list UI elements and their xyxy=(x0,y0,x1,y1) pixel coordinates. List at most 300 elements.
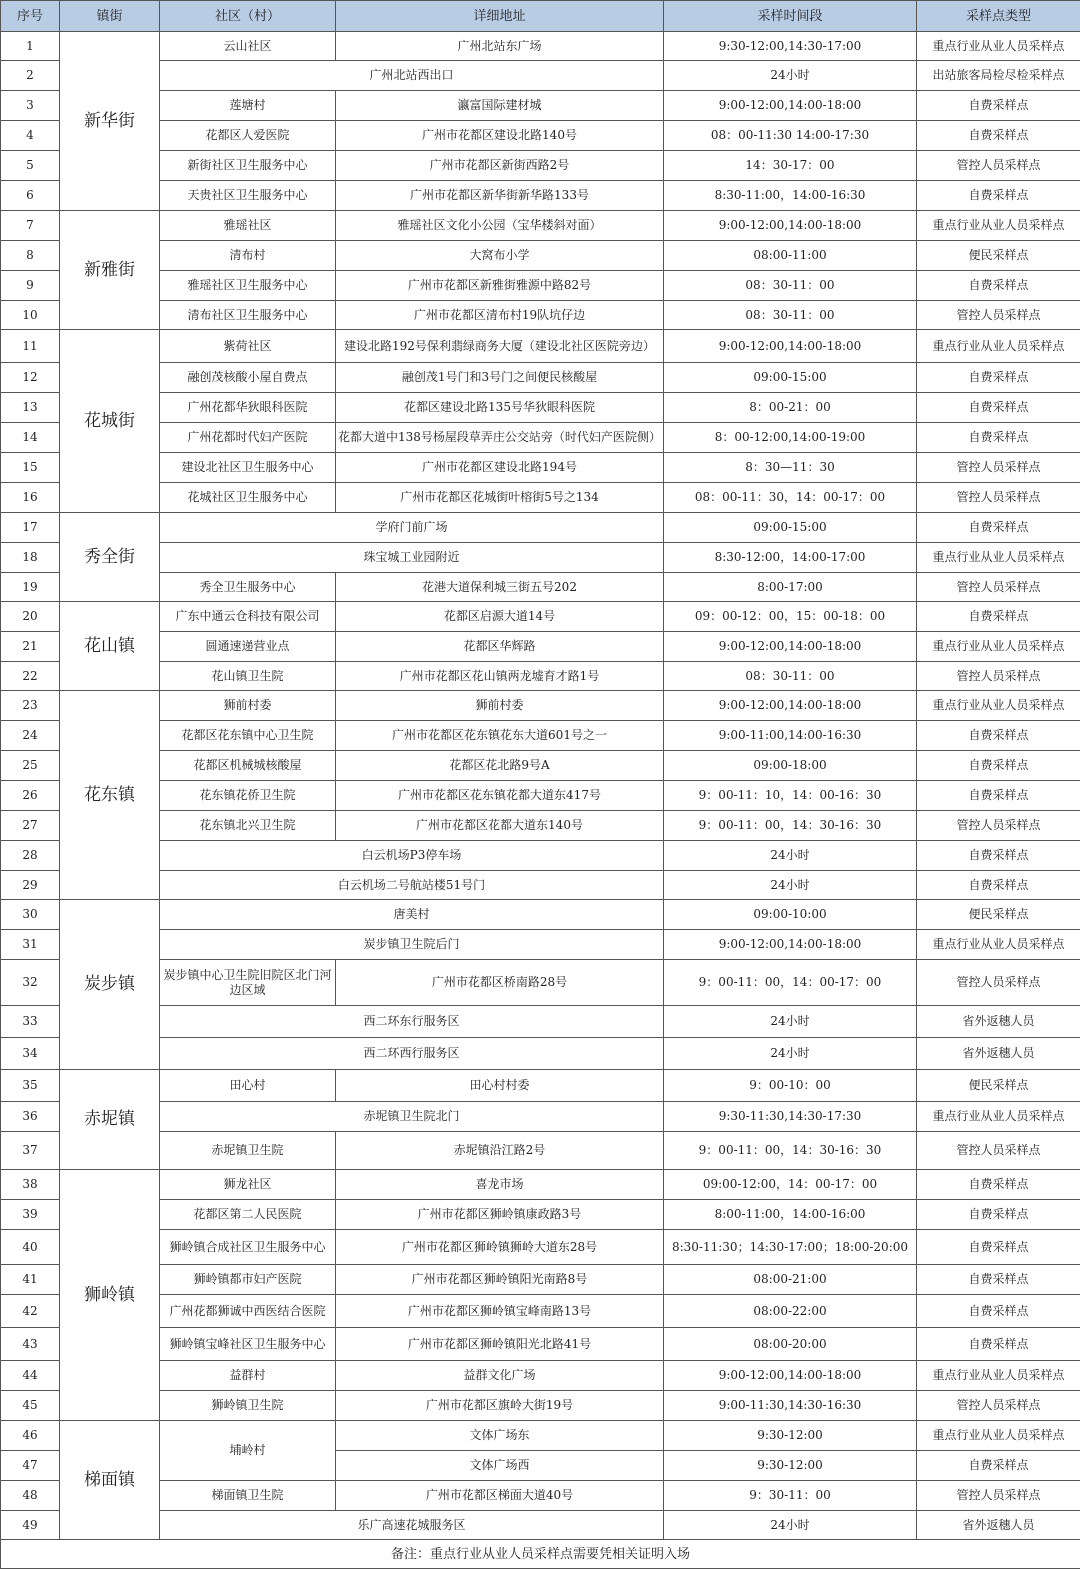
table-row xyxy=(1,1295,1080,1328)
town-cell: 新雅街 xyxy=(60,211,160,330)
time-cell: 8:30-11:00，14:00-16:30 xyxy=(664,181,917,211)
table-row xyxy=(1,960,1080,1006)
type-cell: 自费采样点 xyxy=(917,423,1080,453)
type-cell: 重点行业从业人员采样点 xyxy=(917,1421,1080,1451)
type-cell: 省外返穗人员 xyxy=(917,1511,1080,1540)
table-row xyxy=(1,602,1080,632)
address-cell: 赤坭镇卫生院北门 xyxy=(160,1102,664,1132)
header-community: 社区（村） xyxy=(160,1,336,32)
row-number: 37 xyxy=(1,1132,60,1170)
time-cell: 24小时 xyxy=(664,841,917,871)
address-cell: 广州市花都区新雅街雅源中路82号 xyxy=(336,271,664,301)
type-cell: 自费采样点 xyxy=(917,363,1080,393)
community-cell: 炭步镇中心卫生院旧院区北门河边区域 xyxy=(160,960,336,1006)
table-row xyxy=(1,930,1080,960)
address-cell: 益群文化广场 xyxy=(336,1361,664,1391)
address-cell: 花港大道保利城三街五号202 xyxy=(336,573,664,602)
community-cell: 狮岭镇都市妇产医院 xyxy=(160,1265,336,1295)
type-cell: 重点行业从业人员采样点 xyxy=(917,32,1080,61)
type-cell: 自费采样点 xyxy=(917,751,1080,781)
type-cell: 重点行业从业人员采样点 xyxy=(917,1102,1080,1132)
time-cell: 24小时 xyxy=(664,61,917,91)
community-cell: 花东镇花侨卫生院 xyxy=(160,781,336,811)
row-number: 30 xyxy=(1,900,60,930)
address-cell: 西二环东行服务区 xyxy=(160,1006,664,1038)
type-cell: 自费采样点 xyxy=(917,841,1080,871)
header-type: 采样点类型 xyxy=(917,1,1080,32)
address-cell: 瀛富国际建材城 xyxy=(336,91,664,121)
row-number: 34 xyxy=(1,1038,60,1070)
time-cell: 09:00-18:00 xyxy=(664,751,917,781)
row-number: 22 xyxy=(1,662,60,691)
community-cell: 狮岭镇合成社区卫生服务中心 xyxy=(160,1230,336,1265)
time-cell: 08:00-22:00 xyxy=(664,1295,917,1328)
type-cell: 管控人员采样点 xyxy=(917,151,1080,181)
table-row xyxy=(1,900,1080,930)
type-cell: 自费采样点 xyxy=(917,181,1080,211)
table-row xyxy=(1,121,1080,151)
address-cell: 白云机场二号航站楼51号门 xyxy=(160,871,664,900)
table-row xyxy=(1,151,1080,181)
row-number: 20 xyxy=(1,602,60,632)
town-cell: 狮岭镇 xyxy=(60,1170,160,1421)
type-cell: 管控人员采样点 xyxy=(917,811,1080,841)
address-cell: 狮前村委 xyxy=(336,691,664,721)
address-cell: 广州市花都区花山镇两龙墟育才路1号 xyxy=(336,662,664,691)
table-row xyxy=(1,91,1080,121)
table-row xyxy=(1,301,1080,330)
town-cell: 梯面镇 xyxy=(60,1421,160,1540)
community-cell: 花东镇北兴卫生院 xyxy=(160,811,336,841)
table-row xyxy=(1,32,1080,61)
type-cell: 管控人员采样点 xyxy=(917,1481,1080,1511)
type-cell: 自费采样点 xyxy=(917,1230,1080,1265)
row-number: 28 xyxy=(1,841,60,871)
header-time: 采样时间段 xyxy=(664,1,917,32)
time-cell: 08：30-11：00 xyxy=(664,271,917,301)
time-cell: 8:30-11:30；14:30-17:00；18:00-20:00 xyxy=(664,1230,917,1265)
table-row xyxy=(1,181,1080,211)
address-cell: 文体广场东 xyxy=(336,1421,664,1451)
time-cell: 08：00-11:30 14:00-17:30 xyxy=(664,121,917,151)
address-cell: 唐美村 xyxy=(160,900,664,930)
community-cell: 紫荷社区 xyxy=(160,330,336,363)
community-cell: 赤坭镇卫生院 xyxy=(160,1132,336,1170)
address-cell: 乐广高速花城服务区 xyxy=(160,1511,664,1540)
community-cell: 花都区机械城核酸屋 xyxy=(160,751,336,781)
table-row xyxy=(1,1328,1080,1361)
community-cell: 狮岭镇卫生院 xyxy=(160,1391,336,1421)
footer-note: 备注：重点行业从业人员采样点需要凭相关证明入场 xyxy=(1,1540,1080,1569)
table-row xyxy=(1,691,1080,721)
type-cell: 省外返穗人员 xyxy=(917,1006,1080,1038)
type-cell: 自费采样点 xyxy=(917,91,1080,121)
time-cell: 9：00-11：00，14：30-16：30 xyxy=(664,1132,917,1170)
address-cell: 广州市花都区狮岭镇阳光南路8号 xyxy=(336,1265,664,1295)
type-cell: 重点行业从业人员采样点 xyxy=(917,632,1080,662)
table-row xyxy=(1,781,1080,811)
row-number: 26 xyxy=(1,781,60,811)
row-number: 24 xyxy=(1,721,60,751)
community-cell: 秀全卫生服务中心 xyxy=(160,573,336,602)
time-cell: 9:30-12:00 xyxy=(664,1451,917,1481)
type-cell: 自费采样点 xyxy=(917,602,1080,632)
type-cell: 重点行业从业人员采样点 xyxy=(917,543,1080,573)
address-cell: 喜龙市场 xyxy=(336,1170,664,1200)
time-cell: 08:00-20:00 xyxy=(664,1328,917,1361)
community-cell: 埔岭村 xyxy=(160,1421,336,1481)
table-row xyxy=(1,543,1080,573)
header-row xyxy=(1,1,1080,32)
type-cell: 自费采样点 xyxy=(917,393,1080,423)
address-cell: 白云机场P3停车场 xyxy=(160,841,664,871)
community-cell: 清布社区卫生服务中心 xyxy=(160,301,336,330)
row-number: 1 xyxy=(1,32,60,61)
time-cell: 9:30-11:30,14:30-17:30 xyxy=(664,1102,917,1132)
address-cell: 广州市花都区花城街叶榕街5号之134 xyxy=(336,483,664,513)
time-cell: 9:00-12:00,14:00-18:00 xyxy=(664,1361,917,1391)
table-row xyxy=(1,393,1080,423)
row-number: 21 xyxy=(1,632,60,662)
time-cell: 9:00-12:00,14:00-18:00 xyxy=(664,691,917,721)
table-row xyxy=(1,871,1080,900)
type-cell: 自费采样点 xyxy=(917,871,1080,900)
row-number: 23 xyxy=(1,691,60,721)
time-cell: 08:00-21:00 xyxy=(664,1265,917,1295)
time-cell: 9:00-12:00,14:00-18:00 xyxy=(664,211,917,241)
row-number: 7 xyxy=(1,211,60,241)
time-cell: 24小时 xyxy=(664,1511,917,1540)
table-row xyxy=(1,1421,1080,1451)
row-number: 29 xyxy=(1,871,60,900)
row-number: 25 xyxy=(1,751,60,781)
community-cell: 融创茂核酸小屋自费点 xyxy=(160,363,336,393)
address-cell: 花都区启源大道14号 xyxy=(336,602,664,632)
row-number: 12 xyxy=(1,363,60,393)
type-cell: 自费采样点 xyxy=(917,1265,1080,1295)
town-cell: 炭步镇 xyxy=(60,900,160,1070)
row-number: 40 xyxy=(1,1230,60,1265)
time-cell: 9:00-11:00,14:00-16:30 xyxy=(664,721,917,751)
table-body xyxy=(1,32,1080,1540)
time-cell: 8:30-12:00，14:00-17:00 xyxy=(664,543,917,573)
address-cell: 广州市花都区花都大道东140号 xyxy=(336,811,664,841)
table-row xyxy=(1,211,1080,241)
time-cell: 08：30-11：00 xyxy=(664,662,917,691)
address-cell: 赤坭镇沿江路2号 xyxy=(336,1132,664,1170)
address-cell: 广州北站东广场 xyxy=(336,32,664,61)
time-cell: 9：00-11：00，14：00-17：00 xyxy=(664,960,917,1006)
type-cell: 自费采样点 xyxy=(917,781,1080,811)
table-row xyxy=(1,573,1080,602)
row-number: 32 xyxy=(1,960,60,1006)
community-cell: 云山社区 xyxy=(160,32,336,61)
row-number: 31 xyxy=(1,930,60,960)
address-cell: 广州市花都区狮岭镇康政路3号 xyxy=(336,1200,664,1230)
type-cell: 自费采样点 xyxy=(917,1170,1080,1200)
community-cell: 花城社区卫生服务中心 xyxy=(160,483,336,513)
row-number: 17 xyxy=(1,513,60,543)
time-cell: 09:00-10:00 xyxy=(664,900,917,930)
address-cell: 炭步镇卫生院后门 xyxy=(160,930,664,960)
type-cell: 出站旅客局检尽检采样点 xyxy=(917,61,1080,91)
time-cell: 09:00-12:00，14：00-17：00 xyxy=(664,1170,917,1200)
row-number: 15 xyxy=(1,453,60,483)
table-row xyxy=(1,1511,1080,1540)
type-cell: 管控人员采样点 xyxy=(917,301,1080,330)
type-cell: 自费采样点 xyxy=(917,1451,1080,1481)
table-row xyxy=(1,1265,1080,1295)
table-row xyxy=(1,1391,1080,1421)
address-cell: 建设北路192号保利翡绿商务大厦（建设北社区医院旁边） xyxy=(336,330,664,363)
table-row xyxy=(1,1170,1080,1200)
address-cell: 花都区花北路9号A xyxy=(336,751,664,781)
address-cell: 学府门前广场 xyxy=(160,513,664,543)
time-cell: 24小时 xyxy=(664,1038,917,1070)
time-cell: 24小时 xyxy=(664,871,917,900)
community-cell: 圆通速递营业点 xyxy=(160,632,336,662)
time-cell: 9:30-12:00 xyxy=(664,1421,917,1451)
community-cell: 花都区第二人民医院 xyxy=(160,1200,336,1230)
table-row xyxy=(1,453,1080,483)
type-cell: 便民采样点 xyxy=(917,241,1080,271)
row-number: 13 xyxy=(1,393,60,423)
address-cell: 广州市花都区狮岭镇狮岭大道东28号 xyxy=(336,1230,664,1265)
row-number: 4 xyxy=(1,121,60,151)
community-cell: 莲塘村 xyxy=(160,91,336,121)
address-cell: 广州市花都区新街西路2号 xyxy=(336,151,664,181)
row-number: 47 xyxy=(1,1451,60,1481)
row-number: 27 xyxy=(1,811,60,841)
row-number: 38 xyxy=(1,1170,60,1200)
time-cell: 08：30-11：00 xyxy=(664,301,917,330)
type-cell: 管控人员采样点 xyxy=(917,960,1080,1006)
row-number: 49 xyxy=(1,1511,60,1540)
community-cell: 田心村 xyxy=(160,1070,336,1102)
community-cell: 花都区人爱医院 xyxy=(160,121,336,151)
table-row xyxy=(1,1006,1080,1038)
type-cell: 自费采样点 xyxy=(917,1200,1080,1230)
table-row xyxy=(1,1481,1080,1511)
address-cell: 广州市花都区狮岭镇阳光北路41号 xyxy=(336,1328,664,1361)
type-cell: 省外返穗人员 xyxy=(917,1038,1080,1070)
address-cell: 广州市花都区建设北路140号 xyxy=(336,121,664,151)
time-cell: 09：00-12：00，15：00-18：00 xyxy=(664,602,917,632)
row-number: 36 xyxy=(1,1102,60,1132)
town-cell: 花城街 xyxy=(60,330,160,513)
time-cell: 08：00-11：30，14：00-17：00 xyxy=(664,483,917,513)
community-cell: 建设北社区卫生服务中心 xyxy=(160,453,336,483)
community-cell: 狮岭镇宝峰社区卫生服务中心 xyxy=(160,1328,336,1361)
row-number: 8 xyxy=(1,241,60,271)
row-number: 48 xyxy=(1,1481,60,1511)
time-cell: 9:00-12:00,14:00-18:00 xyxy=(664,632,917,662)
time-cell: 14：30-17：00 xyxy=(664,151,917,181)
address-cell: 花都大道中138号杨屋段草弄庄公交站旁（时代妇产医院侧） xyxy=(336,423,664,453)
community-cell: 花都区花东镇中心卫生院 xyxy=(160,721,336,751)
community-cell: 广州花都华狄眼科医院 xyxy=(160,393,336,423)
time-cell: 9:00-12:00,14:00-18:00 xyxy=(664,930,917,960)
row-number: 2 xyxy=(1,61,60,91)
type-cell: 自费采样点 xyxy=(917,121,1080,151)
header-address: 详细地址 xyxy=(336,1,664,32)
table-row xyxy=(1,1361,1080,1391)
community-cell: 梯面镇卫生院 xyxy=(160,1481,336,1511)
time-cell: 8:00-11:00，14:00-16:00 xyxy=(664,1200,917,1230)
row-number: 45 xyxy=(1,1391,60,1421)
type-cell: 重点行业从业人员采样点 xyxy=(917,330,1080,363)
time-cell: 9：00-11：00，14：30-16：30 xyxy=(664,811,917,841)
time-cell: 24小时 xyxy=(664,1006,917,1038)
table-row xyxy=(1,662,1080,691)
type-cell: 管控人员采样点 xyxy=(917,573,1080,602)
address-cell: 融创茂1号门和3号门之间便民核酸屋 xyxy=(336,363,664,393)
address-cell: 广州市花都区建设北路194号 xyxy=(336,453,664,483)
type-cell: 管控人员采样点 xyxy=(917,1391,1080,1421)
community-cell: 广州花都时代妇产医院 xyxy=(160,423,336,453)
table-row xyxy=(1,61,1080,91)
row-number: 10 xyxy=(1,301,60,330)
address-cell: 西二环西行服务区 xyxy=(160,1038,664,1070)
community-cell: 狮前村委 xyxy=(160,691,336,721)
community-cell: 新街社区卫生服务中心 xyxy=(160,151,336,181)
community-cell: 雅瑶社区卫生服务中心 xyxy=(160,271,336,301)
table-row xyxy=(1,1102,1080,1132)
address-cell: 花都区华辉路 xyxy=(336,632,664,662)
address-cell: 大窝布小学 xyxy=(336,241,664,271)
address-cell: 花都区建设北路135号华狄眼科医院 xyxy=(336,393,664,423)
address-cell: 文体广场西 xyxy=(336,1451,664,1481)
address-cell: 田心村村委 xyxy=(336,1070,664,1102)
address-cell: 广州市花都区旗岭大街19号 xyxy=(336,1391,664,1421)
address-cell: 雅瑶社区文化小公园（宝华楼斜对面） xyxy=(336,211,664,241)
time-cell: 09:00-15:00 xyxy=(664,363,917,393)
row-number: 11 xyxy=(1,330,60,363)
time-cell: 09:00-15:00 xyxy=(664,513,917,543)
table-row xyxy=(1,1070,1080,1102)
type-cell: 便民采样点 xyxy=(917,900,1080,930)
row-number: 6 xyxy=(1,181,60,211)
time-cell: 8：30—11：30 xyxy=(664,453,917,483)
community-cell: 益群村 xyxy=(160,1361,336,1391)
row-number: 5 xyxy=(1,151,60,181)
town-cell: 花东镇 xyxy=(60,691,160,900)
address-cell: 广州市花都区桥南路28号 xyxy=(336,960,664,1006)
type-cell: 自费采样点 xyxy=(917,271,1080,301)
address-cell: 广州北站西出口 xyxy=(160,61,664,91)
row-number: 33 xyxy=(1,1006,60,1038)
town-cell: 秀全街 xyxy=(60,513,160,602)
table-row xyxy=(1,1132,1080,1170)
header-no: 序号 xyxy=(1,1,60,32)
table-row xyxy=(1,1038,1080,1070)
town-cell: 赤坭镇 xyxy=(60,1070,160,1170)
community-cell: 广州花都狮诚中西医结合医院 xyxy=(160,1295,336,1328)
address-cell: 广州市花都区狮岭镇宝峰南路13号 xyxy=(336,1295,664,1328)
type-cell: 自费采样点 xyxy=(917,513,1080,543)
community-cell: 雅瑶社区 xyxy=(160,211,336,241)
footer-row xyxy=(1,1540,1080,1569)
row-number: 19 xyxy=(1,573,60,602)
table-row xyxy=(1,330,1080,363)
table-row xyxy=(1,241,1080,271)
row-number: 18 xyxy=(1,543,60,573)
type-cell: 管控人员采样点 xyxy=(917,483,1080,513)
table-row xyxy=(1,271,1080,301)
type-cell: 便民采样点 xyxy=(917,1070,1080,1102)
type-cell: 自费采样点 xyxy=(917,1295,1080,1328)
table-row xyxy=(1,1230,1080,1265)
type-cell: 重点行业从业人员采样点 xyxy=(917,1361,1080,1391)
community-cell: 天贵社区卫生服务中心 xyxy=(160,181,336,211)
type-cell: 重点行业从业人员采样点 xyxy=(917,211,1080,241)
time-cell: 9:30-12:00,14:30-17:00 xyxy=(664,32,917,61)
table-row xyxy=(1,363,1080,393)
row-number: 39 xyxy=(1,1200,60,1230)
type-cell: 管控人员采样点 xyxy=(917,662,1080,691)
table-row xyxy=(1,423,1080,453)
row-number: 35 xyxy=(1,1070,60,1102)
table-row xyxy=(1,721,1080,751)
community-cell: 花山镇卫生院 xyxy=(160,662,336,691)
address-cell: 广州市花都区新华街新华路133号 xyxy=(336,181,664,211)
time-cell: 8：00-12:00,14:00-19:00 xyxy=(664,423,917,453)
table-row xyxy=(1,632,1080,662)
type-cell: 管控人员采样点 xyxy=(917,1132,1080,1170)
time-cell: 9:00-11:30,14:30-16:30 xyxy=(664,1391,917,1421)
table-row xyxy=(1,513,1080,543)
time-cell: 08:00-11:00 xyxy=(664,241,917,271)
type-cell: 自费采样点 xyxy=(917,1328,1080,1361)
table-row xyxy=(1,751,1080,781)
header-town: 镇街 xyxy=(60,1,160,32)
type-cell: 自费采样点 xyxy=(917,721,1080,751)
row-number: 41 xyxy=(1,1265,60,1295)
time-cell: 9：30-11：00 xyxy=(664,1481,917,1511)
table-row xyxy=(1,483,1080,513)
time-cell: 8：00-21：00 xyxy=(664,393,917,423)
town-cell: 花山镇 xyxy=(60,602,160,691)
table-row xyxy=(1,841,1080,871)
address-cell: 珠宝城工业园附近 xyxy=(160,543,664,573)
town-cell: 新华街 xyxy=(60,32,160,211)
row-number: 3 xyxy=(1,91,60,121)
type-cell: 重点行业从业人员采样点 xyxy=(917,691,1080,721)
row-number: 44 xyxy=(1,1361,60,1391)
row-number: 16 xyxy=(1,483,60,513)
time-cell: 8:00-17:00 xyxy=(664,573,917,602)
community-cell: 清布村 xyxy=(160,241,336,271)
address-cell: 广州市花都区花东镇花东大道601号之一 xyxy=(336,721,664,751)
address-cell: 广州市花都区清布村19队坑仔边 xyxy=(336,301,664,330)
row-number: 43 xyxy=(1,1328,60,1361)
table-row xyxy=(1,1200,1080,1230)
row-number: 14 xyxy=(1,423,60,453)
address-cell: 广州市花都区梯面大道40号 xyxy=(336,1481,664,1511)
time-cell: 9:00-12:00,14:00-18:00 xyxy=(664,330,917,363)
row-number: 9 xyxy=(1,271,60,301)
row-number: 46 xyxy=(1,1421,60,1451)
time-cell: 9:00-12:00,14:00-18:00 xyxy=(664,91,917,121)
community-cell: 狮龙社区 xyxy=(160,1170,336,1200)
community-cell: 广东中通云仓科技有限公司 xyxy=(160,602,336,632)
time-cell: 9：00-11：10，14：00-16：30 xyxy=(664,781,917,811)
type-cell: 重点行业从业人员采样点 xyxy=(917,930,1080,960)
type-cell: 管控人员采样点 xyxy=(917,453,1080,483)
time-cell: 9：00-10：00 xyxy=(664,1070,917,1102)
row-number: 42 xyxy=(1,1295,60,1328)
table-row xyxy=(1,811,1080,841)
